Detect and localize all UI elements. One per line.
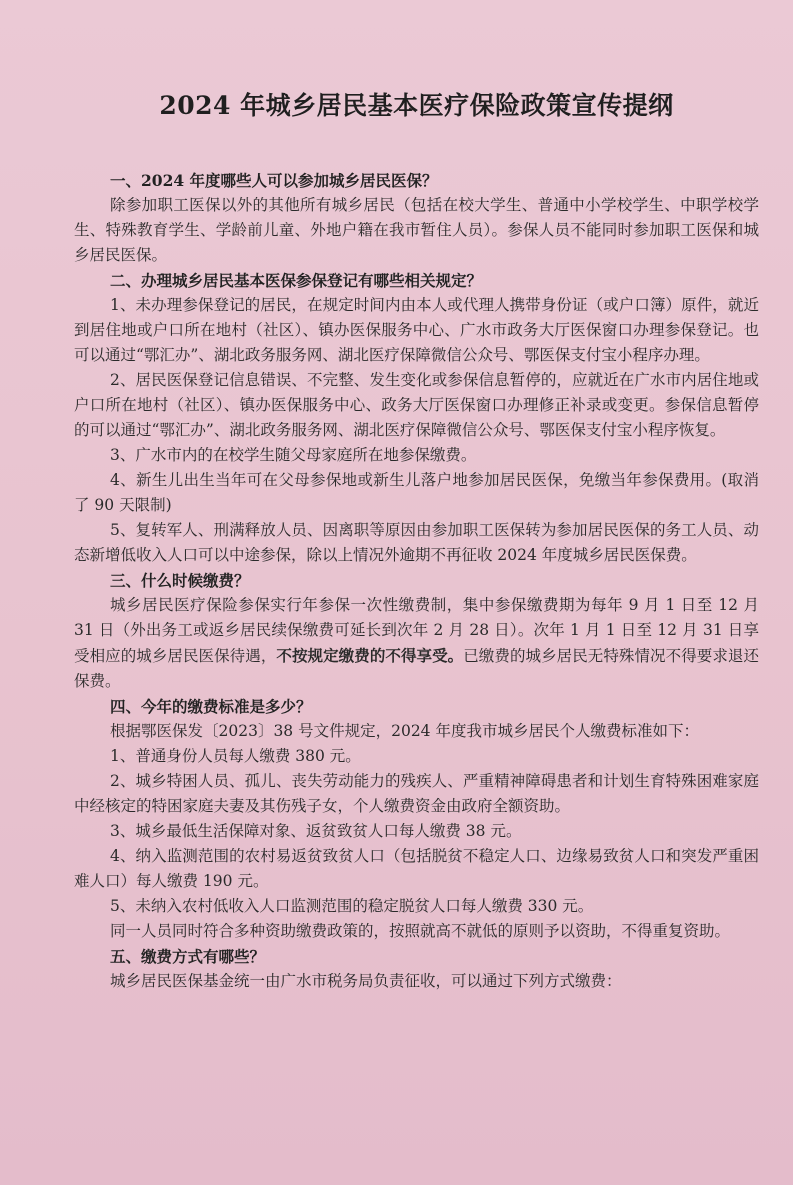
section-2-paragraph-2: 2、居民医保登记信息错误、不完整、发生变化或参保信息暂停的，应就近在广水市内居住地或户口所在地村（社区）、镇办医保服务中心、政务大厅医保窗口办理修正补录或变更。参保信息暂停的可以通过“鄂汇办”、湖北政务服务网、湖北医疗保障微信公众号、鄂医保支付宝小程序恢复。 xyxy=(74,371,759,439)
section-3-paragraph-1 xyxy=(74,593,759,694)
section-4-paragraph-7: 同一人员同时符合多种资助缴费政策的，按照就高不就低的原则予以资助，不得重复资助。 xyxy=(110,922,731,940)
section-1-heading: 一、2024 年度哪些人可以参加城乡居民医保？ xyxy=(110,171,438,190)
section-3-bold-text: 不按规定缴费的不得享受。 xyxy=(276,646,464,665)
section-2-paragraph-1: 1、未办理参保登记的居民，在规定时间内由本人或代理人携带身份证（或户口簿）原件，就近到居住地或户口所在地村（社区）、镇办医保服务中心、广水市政务大厅医保窗口办理参保登记。也可以通过“鄂汇办”、湖北政务服务网、湖北医疗保障微信公众号、鄂医保支付宝小程序办理。 xyxy=(74,296,759,364)
section-4-paragraph-3: 2、城乡特困人员、孤儿、丧失劳动能力的残疾人、严重精神障碍患者和计划生育特殊困难家庭中经核定的特困家庭夫妻及其伤残子女，个人缴费资金由政府全额资助。 xyxy=(74,772,759,815)
section-4-paragraph-5: 4、纳入监测范围的农村易返贫致贫人口（包括脱贫不稳定人口、边缘易致贫人口和突发严重困难人口）每人缴费 190 元。 xyxy=(74,847,759,890)
section-4 xyxy=(74,694,759,944)
section-4-paragraph-2: 1、普通身份人员每人缴费 380 元。 xyxy=(110,747,361,765)
section-3 xyxy=(74,568,759,694)
section-1-paragraph-1: 除参加职工医保以外的其他所有城乡居民（包括在校大学生、普通中小学校学生、中职学校学生、特殊教育学生、学龄前儿童、外地户籍在我市暂住人员）。参保人员不能同时参加职工医保和城乡居民医保。 xyxy=(74,196,759,264)
section-4-heading: 四、今年的缴费标准是多少？ xyxy=(110,697,312,716)
section-5-paragraph-1: 城乡居民医保基金统一由广水市税务局负责征收，可以通过下列方式缴费： xyxy=(110,972,622,990)
section-4-paragraph-4: 3、城乡最低生活保障对象、返贫致贫人口每人缴费 38 元。 xyxy=(110,822,522,840)
section-2-heading: 二、办理城乡居民基本医保参保登记有哪些相关规定？ xyxy=(110,271,483,290)
section-4-paragraph-6: 5、未纳入农村低收入人口监测范围的稳定脱贫人口每人缴费 330 元。 xyxy=(110,897,594,915)
document-title: 2024 年城乡居民基本医疗保险政策宣传提纲 xyxy=(159,91,674,120)
section-4-paragraph-1: 根据鄂医保发〔2023〕38 号文件规定，2024 年度我市城乡居民个人缴费标准如下： xyxy=(110,722,699,740)
section-2 xyxy=(74,268,759,568)
section-3-heading: 三、什么时候缴费？ xyxy=(110,571,250,590)
section-1 xyxy=(74,168,759,268)
section-3-paragraph-text: 城乡居民医疗保险参保实行年参保一次性缴费制，集中参保缴费期为每年 9 月 1 日至 12 月 31 日（外出务工或返乡居民续保缴费可延长到次年 2 月 28 日）。次年 1 月 1 日至 12 月 31 日享受相应的城乡居民医保待遇， xyxy=(74,596,759,665)
section-5-heading: 五、缴费方式有哪些？ xyxy=(110,947,266,966)
section-2-paragraph-4: 4、新生儿出生当年可在父母参保地或新生儿落户地参加居民医保，免缴当年参保费用。(取消了 90 天限制) xyxy=(74,471,759,514)
section-2-paragraph-5: 5、复转军人、刑满释放人员、因离职等原因由参加职工医保转为参加居民医保的务工人员、动态新增低收入人口可以中途参保，除以上情况外逾期不再征收 2024 年度城乡居民医保费。 xyxy=(74,521,759,564)
section-3-tail-text: 已缴费的城乡居民无特殊情况不得要求退还保费。 xyxy=(74,647,759,690)
section-5 xyxy=(74,944,759,994)
section-2-paragraph-3: 3、广水市内的在校学生随父母家庭所在地参保缴费。 xyxy=(110,446,477,464)
